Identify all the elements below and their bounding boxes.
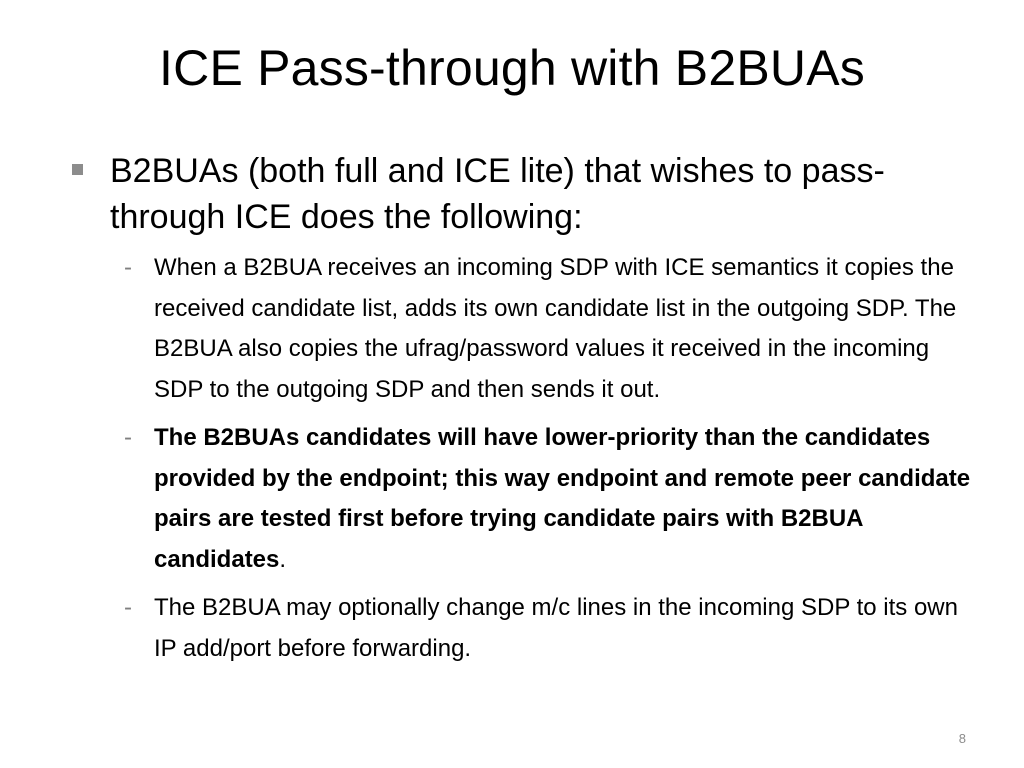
sub-bullet-text: When a B2BUA receives an incoming SDP with ICE semantics it copies the received candidate list, adds its own candidate list in the outgoing SDP. The B2BUA also copies the ufrag/password values it received in the incoming SDP to the outgoing SDP and then sends it out.	[154, 254, 957, 403]
dash-bullet-icon: -	[124, 594, 132, 621]
slide-title: ICE Pass-through with B2BUAs	[159, 40, 865, 96]
bullet-item	[72, 148, 972, 240]
sub-bullet-item	[72, 418, 972, 580]
dash-bullet-icon: -	[124, 254, 132, 281]
bullet-text: B2BUAs (both full and ICE lite) that wishes to pass-through ICE does the following:	[110, 152, 885, 236]
sub-bullet-item	[72, 588, 972, 669]
sub-bullet-text: The B2BUA may optionally change m/c lines in the incoming SDP to its own IP add/port before forwarding.	[154, 594, 958, 662]
dash-bullet-icon: -	[124, 424, 132, 451]
square-bullet-icon	[72, 164, 83, 175]
sub-bullet-item	[72, 248, 972, 410]
sub-bullet-list	[72, 248, 972, 669]
sub-bullet-suffix: .	[279, 545, 287, 573]
sub-bullet-bold-text: The B2BUAs candidates will have lower-priority than the candidates provided by the endpoint; this way endpoint and remote peer candidate pairs are tested first before trying candidate pairs with B2BUA candidates	[154, 424, 971, 573]
slide-content	[72, 148, 972, 677]
page-number: 8	[958, 731, 966, 746]
